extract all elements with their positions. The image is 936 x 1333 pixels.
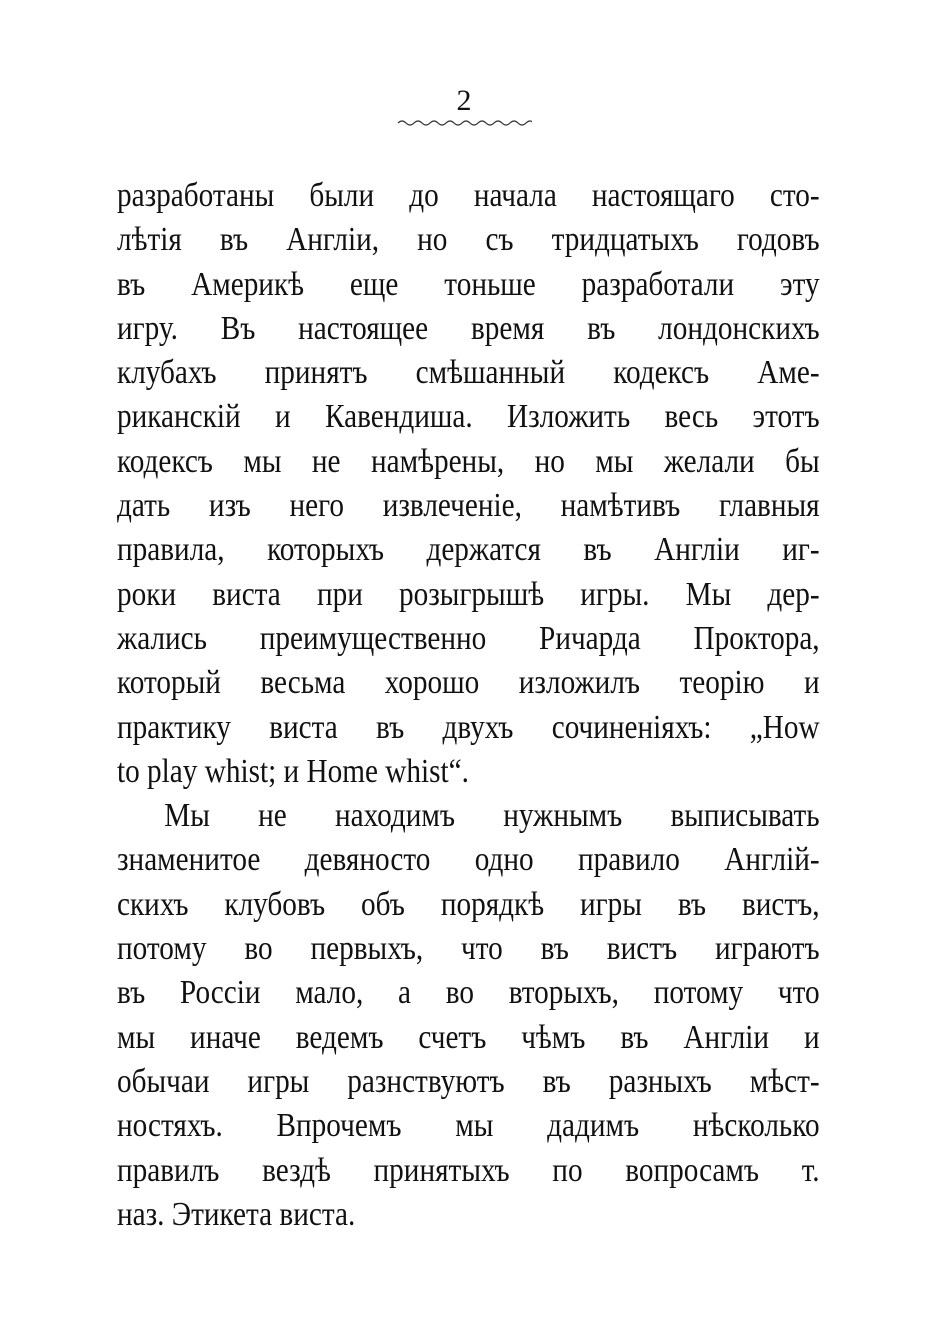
text-line: клубахъ принятъ смѣшанный кодексъ Аме- bbox=[117, 354, 820, 392]
text-line: дать изъ него извлеченіе, намѣтивъ главныя bbox=[117, 487, 820, 525]
text-line: мы иначе ведемъ счетъ чѣмъ въ Англіи и bbox=[117, 1018, 820, 1056]
body-text bbox=[117, 174, 820, 1237]
page-number: 2 bbox=[456, 84, 472, 117]
text-line: правилъ вездѣ принятыхъ по вопросамъ т. bbox=[117, 1151, 820, 1189]
paragraph-2 bbox=[117, 794, 820, 1237]
text-line: практику виста въ двухъ сочиненіяхъ: „How bbox=[117, 708, 820, 746]
paragraph-1 bbox=[117, 174, 820, 794]
text-line: знаменитое девяносто одно правило Англій- bbox=[117, 841, 820, 879]
text-line: роки виста при розыгрышѣ игры. Мы дер- bbox=[117, 575, 820, 613]
text-line: скихъ клубовъ объ порядкѣ игры въ вистъ, bbox=[117, 885, 820, 923]
text-line: Мы не находимъ нужнымъ выписывать bbox=[164, 797, 820, 835]
text-line: игру. Въ настоящее время въ лондонскихъ bbox=[117, 309, 820, 347]
text-line: въ Америкѣ еще тоньше разработали эту bbox=[117, 265, 820, 303]
text-line: наз. Этикета виста. bbox=[117, 1195, 356, 1233]
ornament-divider bbox=[396, 116, 532, 128]
text-line: ностяхъ. Впрочемъ мы дадимъ нѣсколько bbox=[117, 1107, 820, 1145]
text-line: который весьма хорошо изложилъ теорію и bbox=[117, 664, 820, 702]
text-line: потому во первыхъ, что въ вистъ играютъ bbox=[117, 930, 820, 968]
text-line: разработаны были до начала настоящаго сто- bbox=[117, 177, 820, 214]
text-line: риканскій и Кавендиша. Изложить весь этотъ bbox=[117, 398, 820, 436]
text-line: лѣтія въ Англіи, но съ тридцатыхъ годовъ bbox=[117, 221, 820, 259]
text-line: кодексъ мы не намѣрены, но мы желали бы bbox=[117, 442, 820, 480]
text-line: жались преимущественно Ричарда Проктора, bbox=[117, 619, 820, 657]
text-line: to play whist; и Home whist“. bbox=[117, 752, 469, 790]
text-line: обычаи игры разнствуютъ въ разныхъ мѣст- bbox=[117, 1062, 820, 1100]
text-line: правила, которыхъ держатся въ Англіи иг- bbox=[117, 531, 820, 569]
text-line: въ Россіи мало, а во вторыхъ, потому что bbox=[117, 974, 820, 1012]
